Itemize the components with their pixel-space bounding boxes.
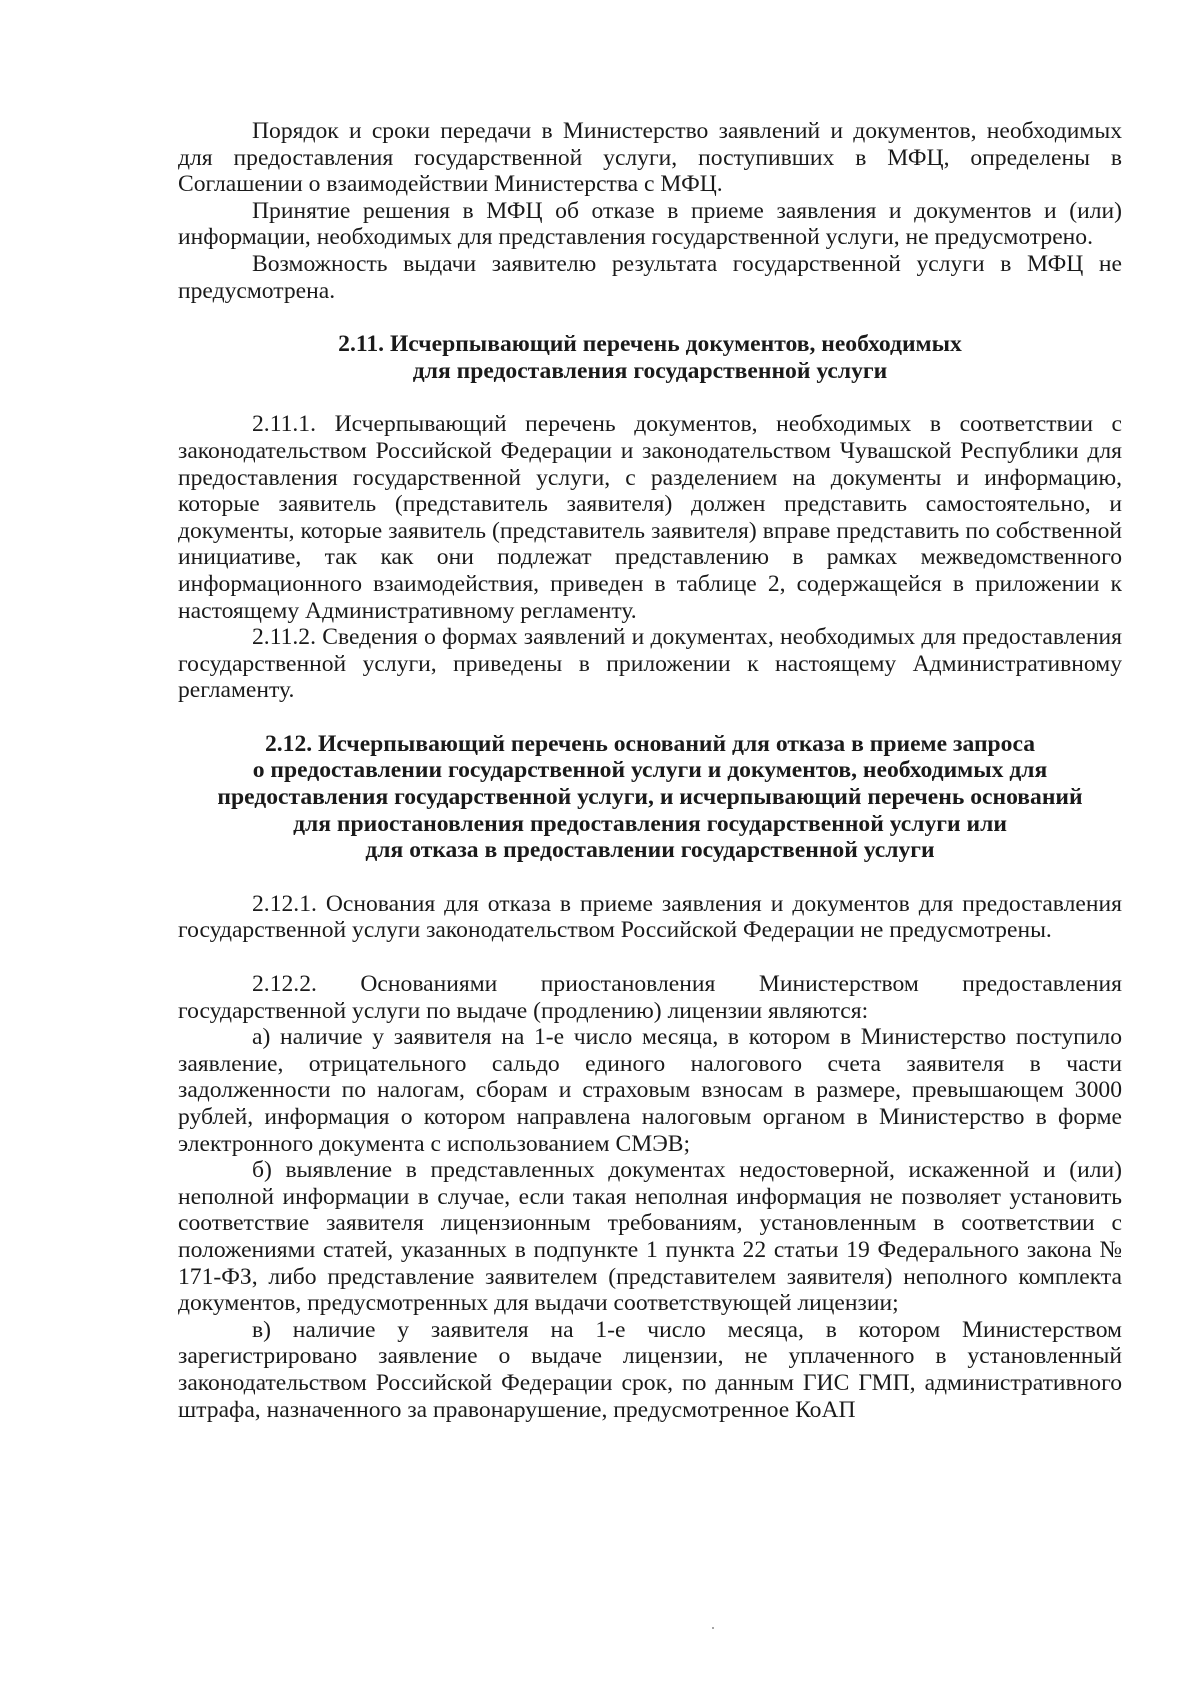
list-item-c: в) наличие у заявителя на 1-е число месяца, в котором Министерством зарегистрировано заявление о выдаче лицензии, не уплаченного в установленный законодательством Российской Федерации срок, по данным ГИС ГМП, административного штрафа, назначенного за правонарушение, предусмотренное КоАП — [178, 1316, 1122, 1423]
paragraph-2-12-2: 2.12.2. Основаниями приостановления Министерством предоставления государственной услуги по выдаче (продлению) лицензии являются: — [178, 971, 1122, 1024]
heading-line: 2.11. Исчерпывающий перечень документов, необходимых — [338, 331, 962, 358]
list-item-b: б) выявление в представленных документах недостоверной, искаженной и (или) неполной информации в случае, если такая неполная информация не позволяет установить соответствие заявителя лицензионным требованиям, установленным в соответствии с положениями статей, указанных в подпункте 1 пункта 22 статьи 19 Федерального закона № 171-ФЗ, либо представление заявителем (представителем заявителя) неполного комплекта документов, предусмотренных для выдачи соответствующей лицензии; — [178, 1157, 1122, 1317]
section-2-12-heading — [178, 731, 1122, 864]
heading-line: для приостановления предоставления государственной услуги или — [293, 810, 1007, 837]
heading-line: предоставления государственной услуги, и исчерпывающий перечень оснований — [217, 784, 1083, 811]
paragraph-mfc-refusal: Принятие решения в МФЦ об отказе в приеме заявления и документов и (или) информации, необходимых для представления государственной услуги, не предусмотрено. — [178, 197, 1122, 251]
spacer — [178, 304, 1122, 331]
spacer — [178, 384, 1122, 411]
section-2-11-heading — [178, 331, 1122, 384]
paragraph-mfc-transfer: Порядок и сроки передачи в Министерство заявлений и документов, необходимых для предоставления государственной услуги, поступивших в МФЦ, определены в Соглашении о взаимодействии Министерства с МФЦ. — [178, 118, 1122, 198]
spacer — [178, 944, 1122, 971]
heading-line: для предоставления государственной услуги — [412, 357, 888, 384]
spacer — [178, 704, 1122, 731]
heading-line: о предоставлении государственной услуги и документов, необходимых для — [252, 757, 1048, 784]
heading-line: 2.12. Исчерпывающий перечень оснований для отказа в приеме запроса — [264, 730, 1036, 757]
paragraph-mfc-issue: Возможность выдачи заявителю результата государственной услуги в МФЦ не предусмотрена. — [178, 250, 1122, 304]
scan-speck — [712, 1627, 714, 1629]
heading-line: для отказа в предоставлении государственной услуги — [365, 837, 935, 864]
list-item-a: а) наличие у заявителя на 1-е число месяца, в котором в Министерство поступило заявление, отрицательного сальдо единого налогового счета заявителя в части задолженности по налогам, сборам и страховым взносам в размере, превышающем 3000 рублей, информация о котором направлена налоговым органом в Министерство в форме электронного документа с использованием СМЭВ; — [178, 1024, 1122, 1157]
paragraph-2-11-1: 2.11.1. Исчерпывающий перечень документов, необходимых в соответствии с законодательством Российской Федерации и законодательством Чувашской Республики для предоставления государственной услуги, с разделением на документы и информацию, которые заявитель (представитель заявителя) должен представить самостоятельно, и документы, которые заявитель (представитель заявителя) вправе представить по собственной инициативе, так как они подлежат представлению в рамках межведомственного информационного взаимодействия, приведен в таблице 2, содержащейся в приложении к настоящему Административному регламенту. — [178, 411, 1122, 624]
spacer — [178, 864, 1122, 891]
paragraph-2-12-1: 2.12.1. Основания для отказа в приеме заявления и документов для предоставления государственной услуги законодательством Российской Федерации не предусмотрены. — [178, 890, 1122, 944]
document-page — [178, 118, 1122, 1423]
paragraph-2-11-2: 2.11.2. Сведения о формах заявлений и документах, необходимых для предоставления государственной услуги, приведены в приложении к настоящему Административному регламенту. — [178, 624, 1122, 704]
